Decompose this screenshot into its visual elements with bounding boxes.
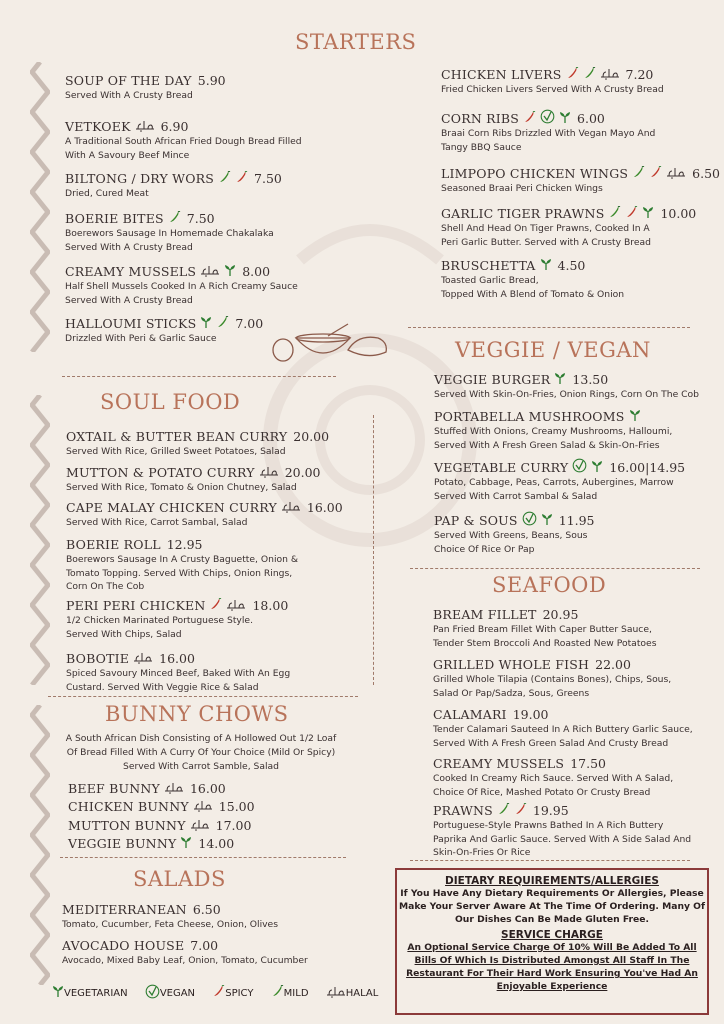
dietary-line-2: Make Your Server Aware At The Time Of Ordering. Many Of: [399, 901, 705, 912]
dish-description: Topped With A Blend of Tomato & Onion: [441, 288, 625, 300]
menu-item: [68, 833, 234, 853]
dish-description: Peri Garlic Butter. Served with A Crusty Bread: [441, 236, 651, 248]
dish-price: 20.00: [284, 465, 321, 480]
dish-price: 16.00: [159, 651, 195, 666]
mild-icon: [271, 985, 284, 1001]
mild-icon: [218, 169, 231, 188]
dish-name: PRAWNS: [433, 803, 493, 818]
dish-price: 7.00: [235, 316, 264, 331]
dish-description: Boerewors Sausage In Homemade Chakalaka: [65, 228, 274, 239]
bunny-chows-title: BUNNY CHOWS: [105, 702, 289, 726]
halal-icon: [666, 164, 686, 183]
bunny-intro: Served With Carrot Samble, Salad: [122, 761, 280, 772]
spicy-icon: [212, 985, 225, 1001]
halal-icon: [200, 262, 220, 281]
vegetarian-icon: [554, 370, 566, 389]
dish-name: CORN RIBS: [441, 111, 520, 126]
menu-item: [66, 462, 321, 482]
dish-price: 16.00: [189, 781, 226, 796]
dish-name: HALLOUMI STICKS: [65, 316, 197, 331]
dish-description: Half Shell Mussels Cooked In A Rich Creamy Sauce: [65, 281, 298, 292]
menu-item: [433, 800, 569, 820]
vegetarian-icon: [540, 256, 552, 275]
dish-name: VEGGIE BURGER: [434, 372, 551, 387]
menu-item: [65, 208, 215, 228]
dish-price: 7.50: [186, 211, 215, 226]
dish-name: CAPE MALAY CHICKEN CURRY: [66, 500, 277, 515]
spicy-icon: [625, 204, 638, 223]
menu-item: [65, 261, 270, 281]
dish-description: Tender Calamari Sauteed In A Rich Buttery Garlic Sauce,: [433, 724, 693, 735]
menu-item: [441, 203, 696, 223]
service-title: SERVICE CHARGE: [501, 929, 603, 941]
dish-description: Served With Chips, Salad: [66, 628, 182, 640]
dish-description: Boerewors Sausage In A Crusty Baguette, Onion &: [66, 554, 299, 565]
dietary-line-1: If You Have Any Dietary Requirements Or Allergies, Please: [400, 888, 704, 899]
vegetarian-icon: [180, 834, 192, 853]
bunny-intro: Of Bread Filled With A Curry Of Your Choice (Mild Or Spicy): [66, 747, 336, 758]
dish-description: Potato, Cabbage, Peas, Carrots, Aubergines, Marrow: [434, 477, 674, 488]
dish-description: Stuffed With Onions, Creamy Mushrooms, Halloumi,: [434, 426, 673, 437]
dish-price: 19.00: [512, 707, 549, 722]
halal-icon: [193, 797, 213, 816]
vegetarian-icon: [224, 262, 236, 281]
vegetarian-icon: [52, 985, 64, 1001]
divider-starters: [62, 376, 336, 377]
soul-food-title: SOUL FOOD: [100, 390, 241, 414]
dish-name: CREAMY MUSSELS: [65, 264, 197, 279]
dish-price: 19.95: [532, 803, 569, 818]
service-line-4: Enjoyable Experience: [496, 981, 608, 992]
menu-item: [434, 406, 641, 426]
menu-item: [433, 654, 631, 673]
dish-price: 14.00: [198, 836, 235, 851]
dish-name: BRUSCHETTA: [441, 258, 536, 273]
menu-item: [441, 255, 585, 275]
dish-price: 10.00: [660, 206, 697, 221]
zigzag-border-starters: [30, 62, 50, 352]
legend-spicy: SPICY: [225, 988, 254, 999]
dish-name: BILTONG / DRY WORS: [65, 171, 215, 186]
vegetarian-icon: [559, 109, 571, 128]
dish-name: CHICKEN LIVERS: [441, 67, 562, 82]
spicy-icon: [514, 801, 527, 820]
seafood-title: SEAFOOD: [492, 573, 607, 597]
dish-description: Salad Or Pap/Sadza, Sous, Greens: [433, 687, 590, 699]
dish-name: AVOCADO HOUSE: [62, 938, 185, 953]
dish-description: Cooked In Creamy Rich Sauce. Served With A Salad,: [433, 773, 674, 784]
dish-description: Paprika And Garlic Sauce. Served With A Side Salad And: [433, 833, 692, 845]
starters-title: STARTERS: [295, 30, 417, 54]
menu-item: [434, 369, 608, 389]
divider-bunny: [60, 857, 346, 858]
dish-name: GRILLED WHOLE FISH: [433, 657, 590, 672]
vegetarian-icon: [642, 204, 654, 223]
dish-description: With A Savoury Beef Mince: [65, 149, 190, 161]
menu-item: [66, 426, 329, 445]
dish-description: Served With A Crusty Bread: [65, 241, 193, 253]
dish-name: MEDITERRANEAN: [62, 902, 187, 917]
legend-vegan: VEGAN: [159, 988, 196, 999]
menu-item: [65, 116, 188, 136]
dish-description: Served With A Fresh Green Salad & Skin-On-Fries: [434, 439, 660, 451]
menu-item: [434, 510, 594, 530]
menu-item: [65, 313, 263, 333]
halal-icon: [133, 649, 153, 668]
dish-description: Pan Fried Bream Fillet With Caper Butter Sauce,: [433, 624, 652, 635]
salads-title: SALADS: [133, 867, 226, 891]
dish-name: OXTAIL & BUTTER BEAN CURRY: [66, 429, 288, 444]
dish-description: Grilled Whole Tilapia (Contains Bones), Chips, Sous,: [433, 674, 672, 685]
spicy-icon: [209, 596, 222, 615]
vegan-icon: [572, 458, 587, 477]
dish-name: VETKOEK: [65, 119, 131, 134]
icon-legend: [48, 984, 388, 1002]
dish-name: CHICKEN BUNNY: [68, 799, 189, 814]
dish-description: Fried Chicken Livers Served With A Crusty Bread: [441, 84, 664, 95]
dish-description: Custard. Served With Veggie Rice & Salad: [66, 681, 259, 693]
halal-icon: [226, 596, 246, 615]
menu-item: [68, 815, 251, 835]
menu-item: [433, 753, 606, 772]
dish-description: Braai Corn Ribs Drizzled With Vegan Mayo And: [441, 128, 656, 139]
dish-description: Tangy BBQ Sauce: [441, 141, 522, 153]
dish-description: Served With Skin-On-Fries, Onion Rings, Corn On The Cob: [434, 389, 700, 400]
menu-item: [433, 604, 578, 623]
dish-price: 17.00: [215, 818, 252, 833]
dish-description: Served With Rice, Carrot Sambal, Salad: [66, 517, 248, 528]
service-line-1: An Optional Service Charge Of 10% Will Be Added To All: [407, 942, 697, 953]
zigzag-border-soul: [30, 395, 50, 685]
menu-item: [65, 168, 282, 188]
menu-item: [66, 595, 288, 615]
dish-name: VEGGIE BUNNY: [68, 836, 177, 851]
halal-icon: [281, 498, 301, 517]
halal-icon: [600, 65, 620, 84]
vegetarian-icon: [541, 511, 553, 530]
dish-name: BOERIE BITES: [65, 211, 164, 226]
dish-description: Served With A Fresh Green Salad And Crusty Bread: [433, 737, 669, 749]
dish-description: Corn On The Cob: [66, 581, 145, 592]
dish-price: 8.00: [242, 264, 271, 279]
spicy-icon: [235, 169, 248, 188]
dish-name: GARLIC TIGER PRAWNS: [441, 206, 605, 221]
divider-veggie: [408, 327, 690, 328]
dish-description: Tender Stem Broccoli And Roasted New Potatoes: [433, 637, 657, 649]
divider-vertical: [373, 415, 374, 685]
menu-item: [68, 796, 255, 816]
dish-description: Portuguese-Style Prawns Bathed In A Rich Buttery: [433, 820, 664, 831]
halal-icon: [326, 986, 346, 1001]
menu-item: [434, 457, 685, 477]
menu-item: [66, 648, 195, 668]
dish-price: 20.95: [542, 607, 579, 622]
soup-bowl-illustration: [268, 320, 390, 365]
dish-name: PORTABELLA MUSHROOMS: [434, 409, 625, 424]
menu-item: [66, 534, 203, 553]
dish-description: Served With A Crusty Bread: [65, 294, 193, 306]
dish-price: 15.00: [218, 799, 255, 814]
menu-item: [433, 704, 549, 723]
dish-description: Served With Rice, Tomato & Onion Chutney, Salad: [66, 482, 297, 493]
menu-item: [441, 108, 605, 128]
dish-description: Avocado, Mixed Baby Leaf, Onion, Tomato, Cucumber: [62, 955, 308, 966]
dish-name: VEGETABLE CURRY: [434, 460, 569, 475]
menu-item: [62, 935, 218, 954]
dish-description: Toasted Garlic Bread,: [441, 275, 539, 286]
dish-description: 1/2 Chicken Marinated Portuguese Style.: [66, 615, 253, 626]
legend-halal: HALAL: [345, 988, 379, 999]
dietary-line-3: Our Dishes Can Be Made Gluten Free.: [455, 914, 649, 925]
dish-description: Dried, Cured Meat: [65, 188, 149, 199]
legend-vegetarian: VEGETARIAN: [64, 988, 128, 999]
dish-name: BOERIE ROLL: [66, 537, 161, 552]
dish-name: BREAM FILLET: [433, 607, 537, 622]
dish-price: 6.50: [192, 902, 221, 917]
dish-price: 20.00: [293, 429, 330, 444]
menu-item: [65, 70, 226, 89]
dish-name: PAP & SOUS: [434, 513, 518, 528]
mild-icon: [608, 204, 621, 223]
dish-price: 5.90: [197, 73, 226, 88]
dish-description: Served With Rice, Grilled Sweet Potatoes, Salad: [66, 446, 286, 457]
mild-icon: [632, 164, 645, 183]
dish-description: Choice Of Rice Or Pap: [434, 543, 535, 555]
dish-name: SOUP OF THE DAY: [65, 73, 192, 88]
menu-item: [62, 899, 221, 918]
halal-icon: [259, 463, 279, 482]
vegan-icon: [145, 984, 160, 1002]
bunny-intro: A South African Dish Consisting of A Hollowed Out 1/2 Loaf: [65, 733, 337, 744]
dish-description: Choice Of Rice, Mashed Potato Or Crusty Bread: [433, 786, 651, 798]
spicy-icon: [523, 109, 536, 128]
dish-price: 22.00: [595, 657, 631, 672]
legend-mild: MILD: [283, 988, 309, 999]
dish-price: 6.00: [577, 111, 605, 126]
vegan-icon: [522, 511, 537, 530]
zigzag-border-bunny: [30, 705, 50, 985]
dish-description: Tomato, Cucumber, Feta Cheese, Onion, Olives: [62, 919, 278, 930]
divider-bottom: [410, 860, 690, 861]
dish-description: Spiced Savoury Minced Beef, Baked With An Egg: [66, 668, 291, 679]
menu-item: [441, 64, 653, 84]
notice-box: [395, 868, 709, 1015]
dish-description: Skin-On-Fries Or Rice: [433, 847, 531, 858]
vegetarian-icon: [629, 407, 641, 426]
service-line-3: Restaurant For Their Hard Work Ensuring You've Had An: [406, 968, 698, 979]
mild-icon: [168, 209, 181, 228]
dish-price: 6.90: [160, 119, 189, 134]
dish-price: 7.20: [625, 67, 654, 82]
dish-price: 11.95: [558, 513, 595, 528]
dish-name: BEEF BUNNY: [68, 781, 160, 796]
divider-soul: [48, 696, 358, 697]
dietary-title: DIETARY REQUIREMENTS/ALLERGIES: [445, 875, 659, 887]
dish-name: PERI PERI CHICKEN: [66, 598, 206, 613]
dish-description: Shell And Head On Tiger Prawns, Cooked In A: [441, 223, 650, 234]
spicy-icon: [649, 164, 662, 183]
service-line-2: Bills Of Which Is Distributed Amongst All Staff In The: [414, 955, 690, 966]
menu-item: [441, 163, 720, 183]
dish-price: 13.50: [572, 372, 609, 387]
dish-price: 7.50: [254, 171, 282, 186]
dish-description: Served With A Crusty Bread: [65, 90, 193, 101]
dish-price: 6.50: [692, 166, 720, 181]
mild-icon: [497, 801, 510, 820]
dish-price: 16.00|14.95: [609, 460, 686, 475]
vegetarian-icon: [200, 314, 212, 333]
dish-description: Drizzled With Peri & Garlic Sauce: [65, 333, 217, 344]
dish-description: A Traditional South African Fried Dough Bread Filled: [65, 136, 302, 147]
dish-name: CALAMARI: [433, 707, 507, 722]
veggie-vegan-title: VEGGIE / VEGAN: [455, 338, 651, 362]
dish-price: 7.00: [190, 938, 219, 953]
dish-price: 12.95: [166, 537, 203, 552]
menu-item: [66, 497, 343, 517]
dish-price: 4.50: [557, 258, 586, 273]
mild-icon: [216, 314, 229, 333]
dish-price: 17.50: [570, 756, 606, 771]
vegan-icon: [540, 109, 555, 128]
dish-name: BOBOTIE: [66, 651, 130, 666]
dish-name: LIMPOPO CHICKEN WINGS: [441, 166, 629, 181]
dish-name: CREAMY MUSSELS: [433, 756, 565, 771]
divider-seafood: [410, 568, 700, 569]
dish-description: Seasoned Braai Peri Chicken Wings: [441, 183, 603, 194]
dish-description: Tomato Topping. Served With Chips, Onion Rings,: [66, 567, 293, 579]
dish-description: Served With Carrot Sambal & Salad: [434, 490, 598, 502]
dish-name: MUTTON BUNNY: [68, 818, 186, 833]
dish-price: 16.00: [306, 500, 343, 515]
dish-price: 18.00: [252, 598, 289, 613]
vegetarian-icon: [591, 458, 603, 477]
halal-icon: [135, 117, 155, 136]
dish-name: MUTTON & POTATO CURRY: [66, 465, 255, 480]
mild-icon: [583, 65, 596, 84]
menu-item: [68, 778, 226, 798]
dish-description: Served With Greens, Beans, Sous: [434, 530, 588, 541]
spicy-icon: [566, 65, 579, 84]
